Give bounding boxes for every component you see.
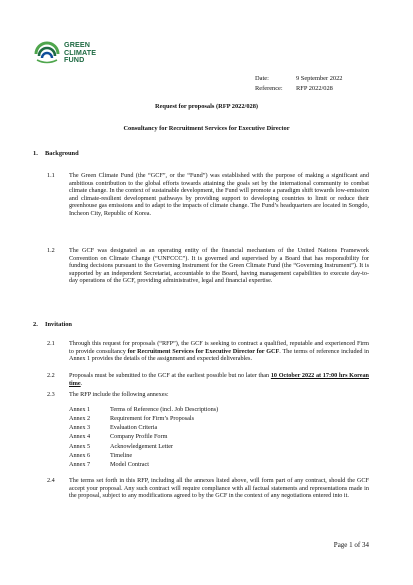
logo-word-climate: CLIMATE: [64, 47, 97, 57]
annex-title: Timeline: [110, 451, 133, 459]
paragraph-text: The GCF was designated as an operating entity of the financial mechanism of the United Nations Framework Convention on Climate Change (“UNFCCC”). It is governed and supervised by a Board that has responsibility for funding decisions pursuant to the Governing Instrument for the Green Climate Fund (the “Governing Instrument”). It is supported by an independent Secretariat, accountable to the Board, having management capabilities to execute day-to-day operations of the GCF, providing administrative, legal and financial expertise.: [69, 247, 369, 285]
meta-date-row: [255, 74, 343, 84]
date-label: Date:: [255, 75, 269, 83]
paragraph-2-4: [47, 477, 369, 500]
list-item: [69, 414, 218, 423]
annex-label: Annex 2: [69, 415, 91, 422]
text-segment: Proposals must be submitted to the GCF at the earliest possible but no later than: [69, 372, 271, 379]
annex-label: Annex 7: [69, 460, 91, 468]
paragraph-number: 2.2: [47, 372, 55, 379]
text-segment: Through this request for proposals (“RFP”), the GCF is seeking to contract a qualified, reputable and experienced Firm to provide consultancy: [69, 340, 369, 355]
gcf-logo: [32, 38, 96, 68]
annex-title: Requirement for Firm’s Proposals: [110, 415, 195, 422]
bold-segment: for Recruitment Services for Executive Director for GCF: [127, 347, 280, 355]
annex-title: Evaluation Criteria: [110, 424, 158, 432]
paragraph-number: 2.3: [47, 391, 55, 398]
paragraph-text: The terms set forth in this RFP, including all the annexes listed above, will form part of any contract, should the GCF accept your proposal. Any such contract will require compliance with all factual statements and representations made in the proposal, subject to any modifications agreed to by the GCF in the context of any negotiations entered into it.: [69, 477, 369, 500]
gcf-logo-icon: [32, 38, 62, 68]
paragraph-text: The RFP include the following annexes:: [69, 391, 169, 398]
paragraph-number: 2.4: [47, 477, 55, 484]
list-item: [69, 460, 218, 469]
annex-label: Annex 4: [69, 433, 91, 441]
document-meta: [255, 74, 343, 94]
date-value: 9 September 2022: [296, 75, 343, 83]
annex-title: Model Contract: [110, 460, 150, 468]
deadline-text: 10 October 2022 at 17:00 hrs Korean time: [69, 372, 369, 387]
logo-wordmark: [64, 41, 96, 64]
list-item: [69, 433, 218, 442]
logo-word-fund: FUND: [64, 55, 85, 65]
list-item: [69, 451, 218, 460]
text-segment: .: [80, 379, 83, 387]
annex-label: Annex 1: [69, 405, 91, 413]
section-number: 2.: [33, 321, 38, 328]
paragraph-2-3: [47, 391, 369, 399]
paragraph-text: [69, 340, 369, 363]
reference-value: RFP 2022/028: [296, 85, 333, 93]
annex-title: Acknowledgement Letter: [110, 442, 174, 450]
section-invitation-heading: [33, 321, 72, 329]
reference-label: Reference:: [255, 85, 283, 93]
section-background-heading: [33, 150, 79, 158]
paragraph-1-2: [47, 247, 369, 285]
paragraph-1-1: [47, 172, 369, 217]
text-segment: . The terms of reference included in Annex 1 provides the details of the assignment and expected deliverables.: [69, 347, 369, 363]
meta-reference-row: [255, 84, 343, 94]
list-item: [69, 423, 218, 432]
document-subtitle: Consultancy for Recruitment Services for Executive Director: [123, 125, 290, 132]
section-number: 1.: [33, 150, 38, 157]
list-item: [69, 405, 218, 414]
paragraph-2-1: [47, 340, 369, 363]
document-title: Request for proposals (RFP 2022/028): [154, 103, 259, 110]
annex-label: Annex 3: [69, 424, 91, 432]
list-item: [69, 442, 218, 451]
annex-title: Terms of Reference (incl. Job Descriptions): [110, 405, 219, 413]
paragraph-text: The Green Climate Fund (the “GCF”, or the “Fund”) was established with the purpose of making a significant and ambitious contribution to the global efforts towards attaining the goals set by the international community to combat climate change. In the context of sustainable development, the Fund will promote a paradigm shift towards low-emission and climate-resilient development pathways by providing support to developing countries to limit or reduce their greenhouse gas emissions and to adapt to the impacts of climate change. The Fund’s headquarters are located in Songdo, Incheon City, Republic of Korea.: [69, 172, 369, 217]
annex-list: [69, 405, 218, 469]
paragraph-number: 1.2: [47, 247, 55, 254]
section-title: Background: [45, 150, 79, 157]
annex-label: Annex 5: [69, 442, 91, 450]
logo-word-green: GREEN: [64, 40, 91, 49]
paragraph-text: [69, 372, 369, 387]
annex-title: Company Profile Form: [110, 433, 168, 441]
page-number: Page 1 of 34: [333, 541, 369, 549]
section-title: Invitation: [45, 321, 72, 328]
paragraph-number: 2.1: [47, 340, 55, 347]
annex-label: Annex 6: [69, 451, 91, 459]
paragraph-number: 1.1: [47, 172, 55, 179]
paragraph-2-2: [47, 372, 369, 387]
